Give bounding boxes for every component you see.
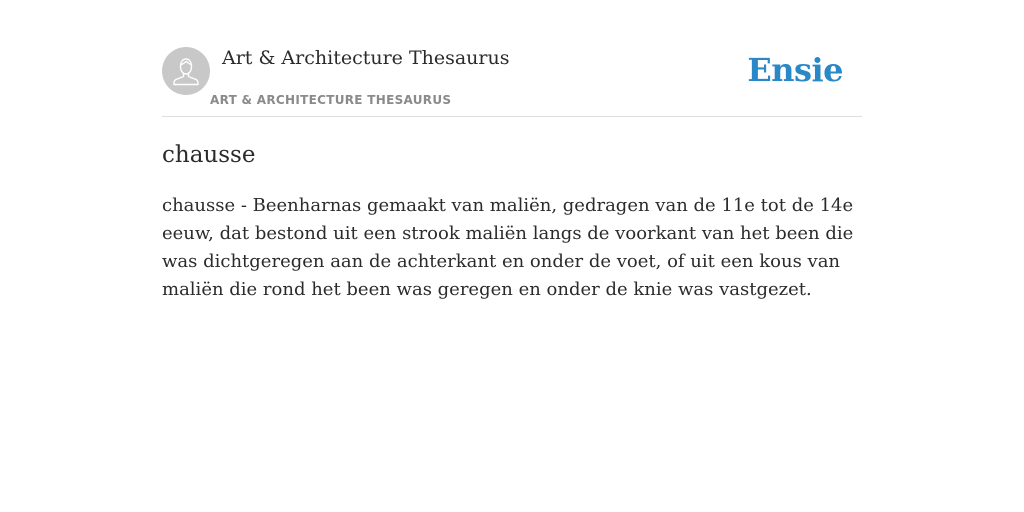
page-title: chausse — [162, 142, 256, 168]
header — [162, 0, 862, 117]
definition-text: chausse - Beenharnas gemaakt van maliën, gedragen van de 11e tot de 14e eeuw, dat bestond uit een strook maliën langs de voorkant van het been die was dichtgeregen aan de achterkant en onder de voet, of uit een kous van maliën die rond het been was geregen en onder de knie was vastgezet. — [162, 195, 854, 300]
user-silhouette-icon — [162, 47, 210, 95]
brand-logo[interactable]: Ensie — [747, 51, 843, 89]
author-subtitle-link[interactable]: ART & ARCHITECTURE THESAURUS — [210, 93, 452, 107]
author-name[interactable]: Art & Architecture Thesaurus — [222, 47, 510, 69]
page-container — [162, 0, 862, 300]
avatar[interactable] — [162, 47, 210, 95]
